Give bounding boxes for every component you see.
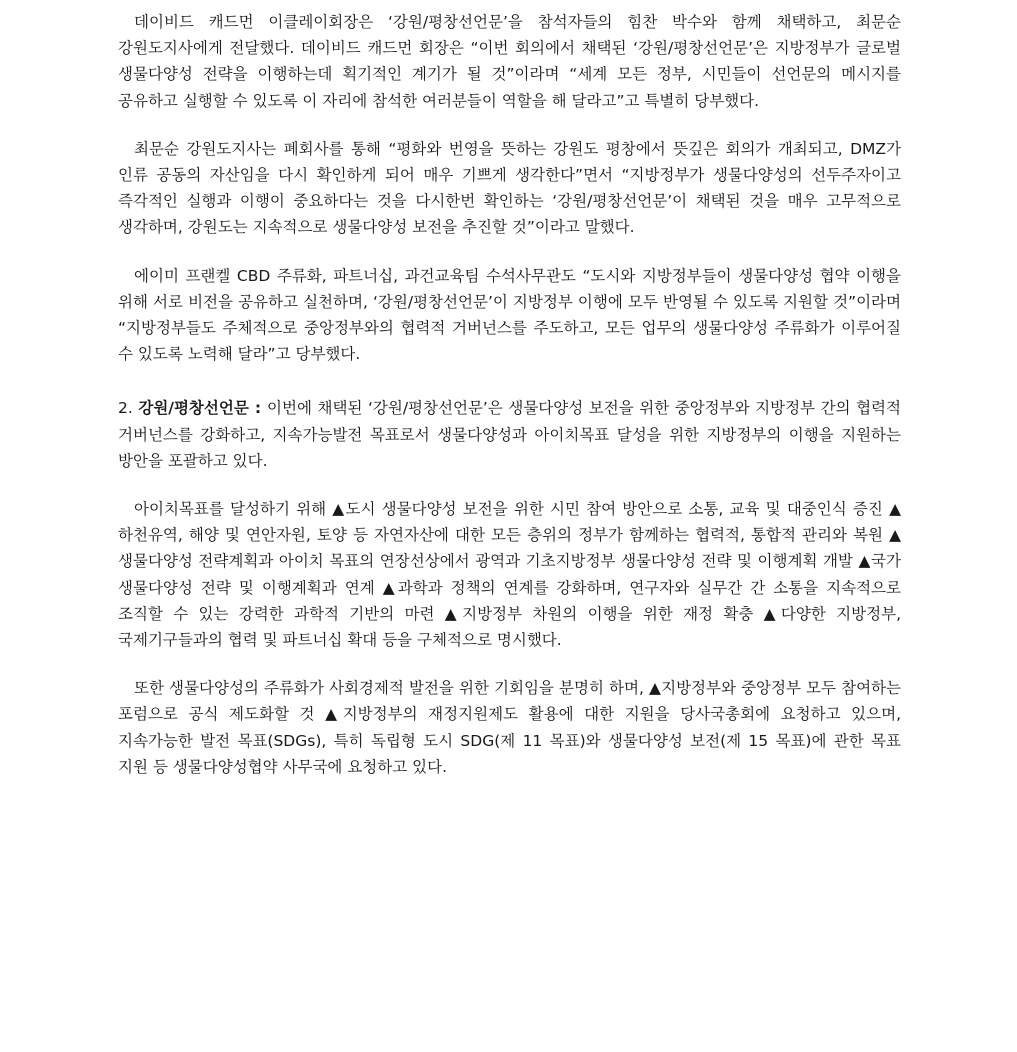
paragraph-gap [118, 653, 901, 675]
paragraph-gap [118, 474, 901, 496]
paragraph-mainstreaming: 또한 생물다양성의 주류화가 사회경제적 발전을 위한 기회임을 분명히 하며, ▲지방정부와 중앙정부 모두 참여하는 포럼으로 공식 제도화할 것 ▲지방정부의 재정지원제도 활용에 대한 지원을 당사국총회에 요청하고 있으며, 지속가능한 발전 목표(SDGs), 특히 독립형 도시 SDG(제 11 목표)와 생물다양성 보전(제 15 목표)에 관한 목표 지원 등 생물다양성협약 사무국에 요청하고 있다. [118, 679, 901, 776]
section-2-paragraph [118, 395, 901, 474]
paragraph-cadman-statement: 데이비드 캐드먼 이클레이회장은 ‘강원/평창선언문’을 참석자들의 힘찬 박수와 함께 채택하고, 최문순 강원도지사에게 전달했다. 데이비드 캐드먼 회장은 “이번 회의에서 채택된 ‘강원/평창선언문’은 지방정부가 글로벌 생물다양성 전략을 이행하는데 획기적인 계기가 될 것”이라며 “세계 모든 정부, 시민들이 선언문의 메시지를 공유하고 실행할 수 있도록 이 자리에 참석한 여러분들이 역할을 해 달라고”고 특별히 당부했다. [118, 13, 901, 110]
section-title: 강원/평창선언문 [138, 399, 249, 418]
section-number: 2. [118, 399, 133, 418]
paragraph-governor-statement: 최문순 강원도지사는 폐회사를 통해 “평화와 번영을 뜻하는 강원도 평창에서 뜻깊은 회의가 개최되고, DMZ가 인류 공동의 자산임을 다시 확인하게 되어 매우 기쁘게 생각한다”면서 “지방정부가 생물다양성의 선두주자이고 즉각적인 실행과 이행이 중요하다는 것을 다시한번 확인하는 ‘강원/평창선언문’이 채택된 것을 매우 고무적으로 생각하며, 강원도는 지속적으로 생물다양성 보전을 추진할 것”이라고 말했다. [118, 139, 901, 237]
paragraph-gap [118, 367, 901, 395]
paragraph-aichi-goals: 아이치목표를 달성하기 위해 ▲도시 생물다양성 보전을 위한 시민 참여 방안으로 소통, 교육 및 대중인식 증진 ▲하천유역, 해양 및 연안자원, 토양 등 자연자산에 대한 모든 층위의 정부가 함께하는 협력적, 통합적 관리와 복원 ▲생물다양성 전략계획과 아이치 목표의 연장선상에서 광역과 기초지방정부 생물다양성 전략 및 이행계획 개발 ▲국가 생물다양성 전략 및 이행계획과 연계 ▲과학과 정책의 연계를 강화하며, 연구자와 실무간 간 소통을 지속적으로 조직할 수 있는 강력한 과학적 기반의 마련 ▲지방정부 차원의 이행을 위한 재정 확충 ▲다양한 지방정부, 국제기구들과의 협력 및 파트너십 확대 등을 구체적으로 명시했다. [118, 500, 901, 650]
paragraph-gap [118, 114, 901, 136]
paragraph-cbd-statement: 에이미 프랜켈 CBD 주류화, 파트너십, 과건교육팀 수석사무관도 “도시와 지방정부들이 생물다양성 협약 이행을 위해 서로 비전을 공유하고 실천하며, ‘강원/평창선언문’이 지방정부 이행에 모두 반영될 수 있도록 지원할 것”이라며 “지방정부들도 주체적으로 중앙정부와의 협력적 거버넌스를 주도하고, 모든 업무의 생물다양성 주류화가 이루어질 수 있도록 노력해 달라”고 당부했다. [118, 266, 901, 364]
section-body: 이번에 채택된 ‘강원/평창선언문’은 생물다양성 보전을 위한 중앙정부와 지방정부 간의 협력적 거버넌스를 강화하고, 지속가능발전 목표로서 생물다양성과 아이치목표 달성을 위한 지방정부의 이행을 지원하는 방안을 포괄하고 있다. [118, 399, 901, 470]
section-colon: : [254, 399, 262, 418]
paragraph-gap [118, 241, 901, 263]
